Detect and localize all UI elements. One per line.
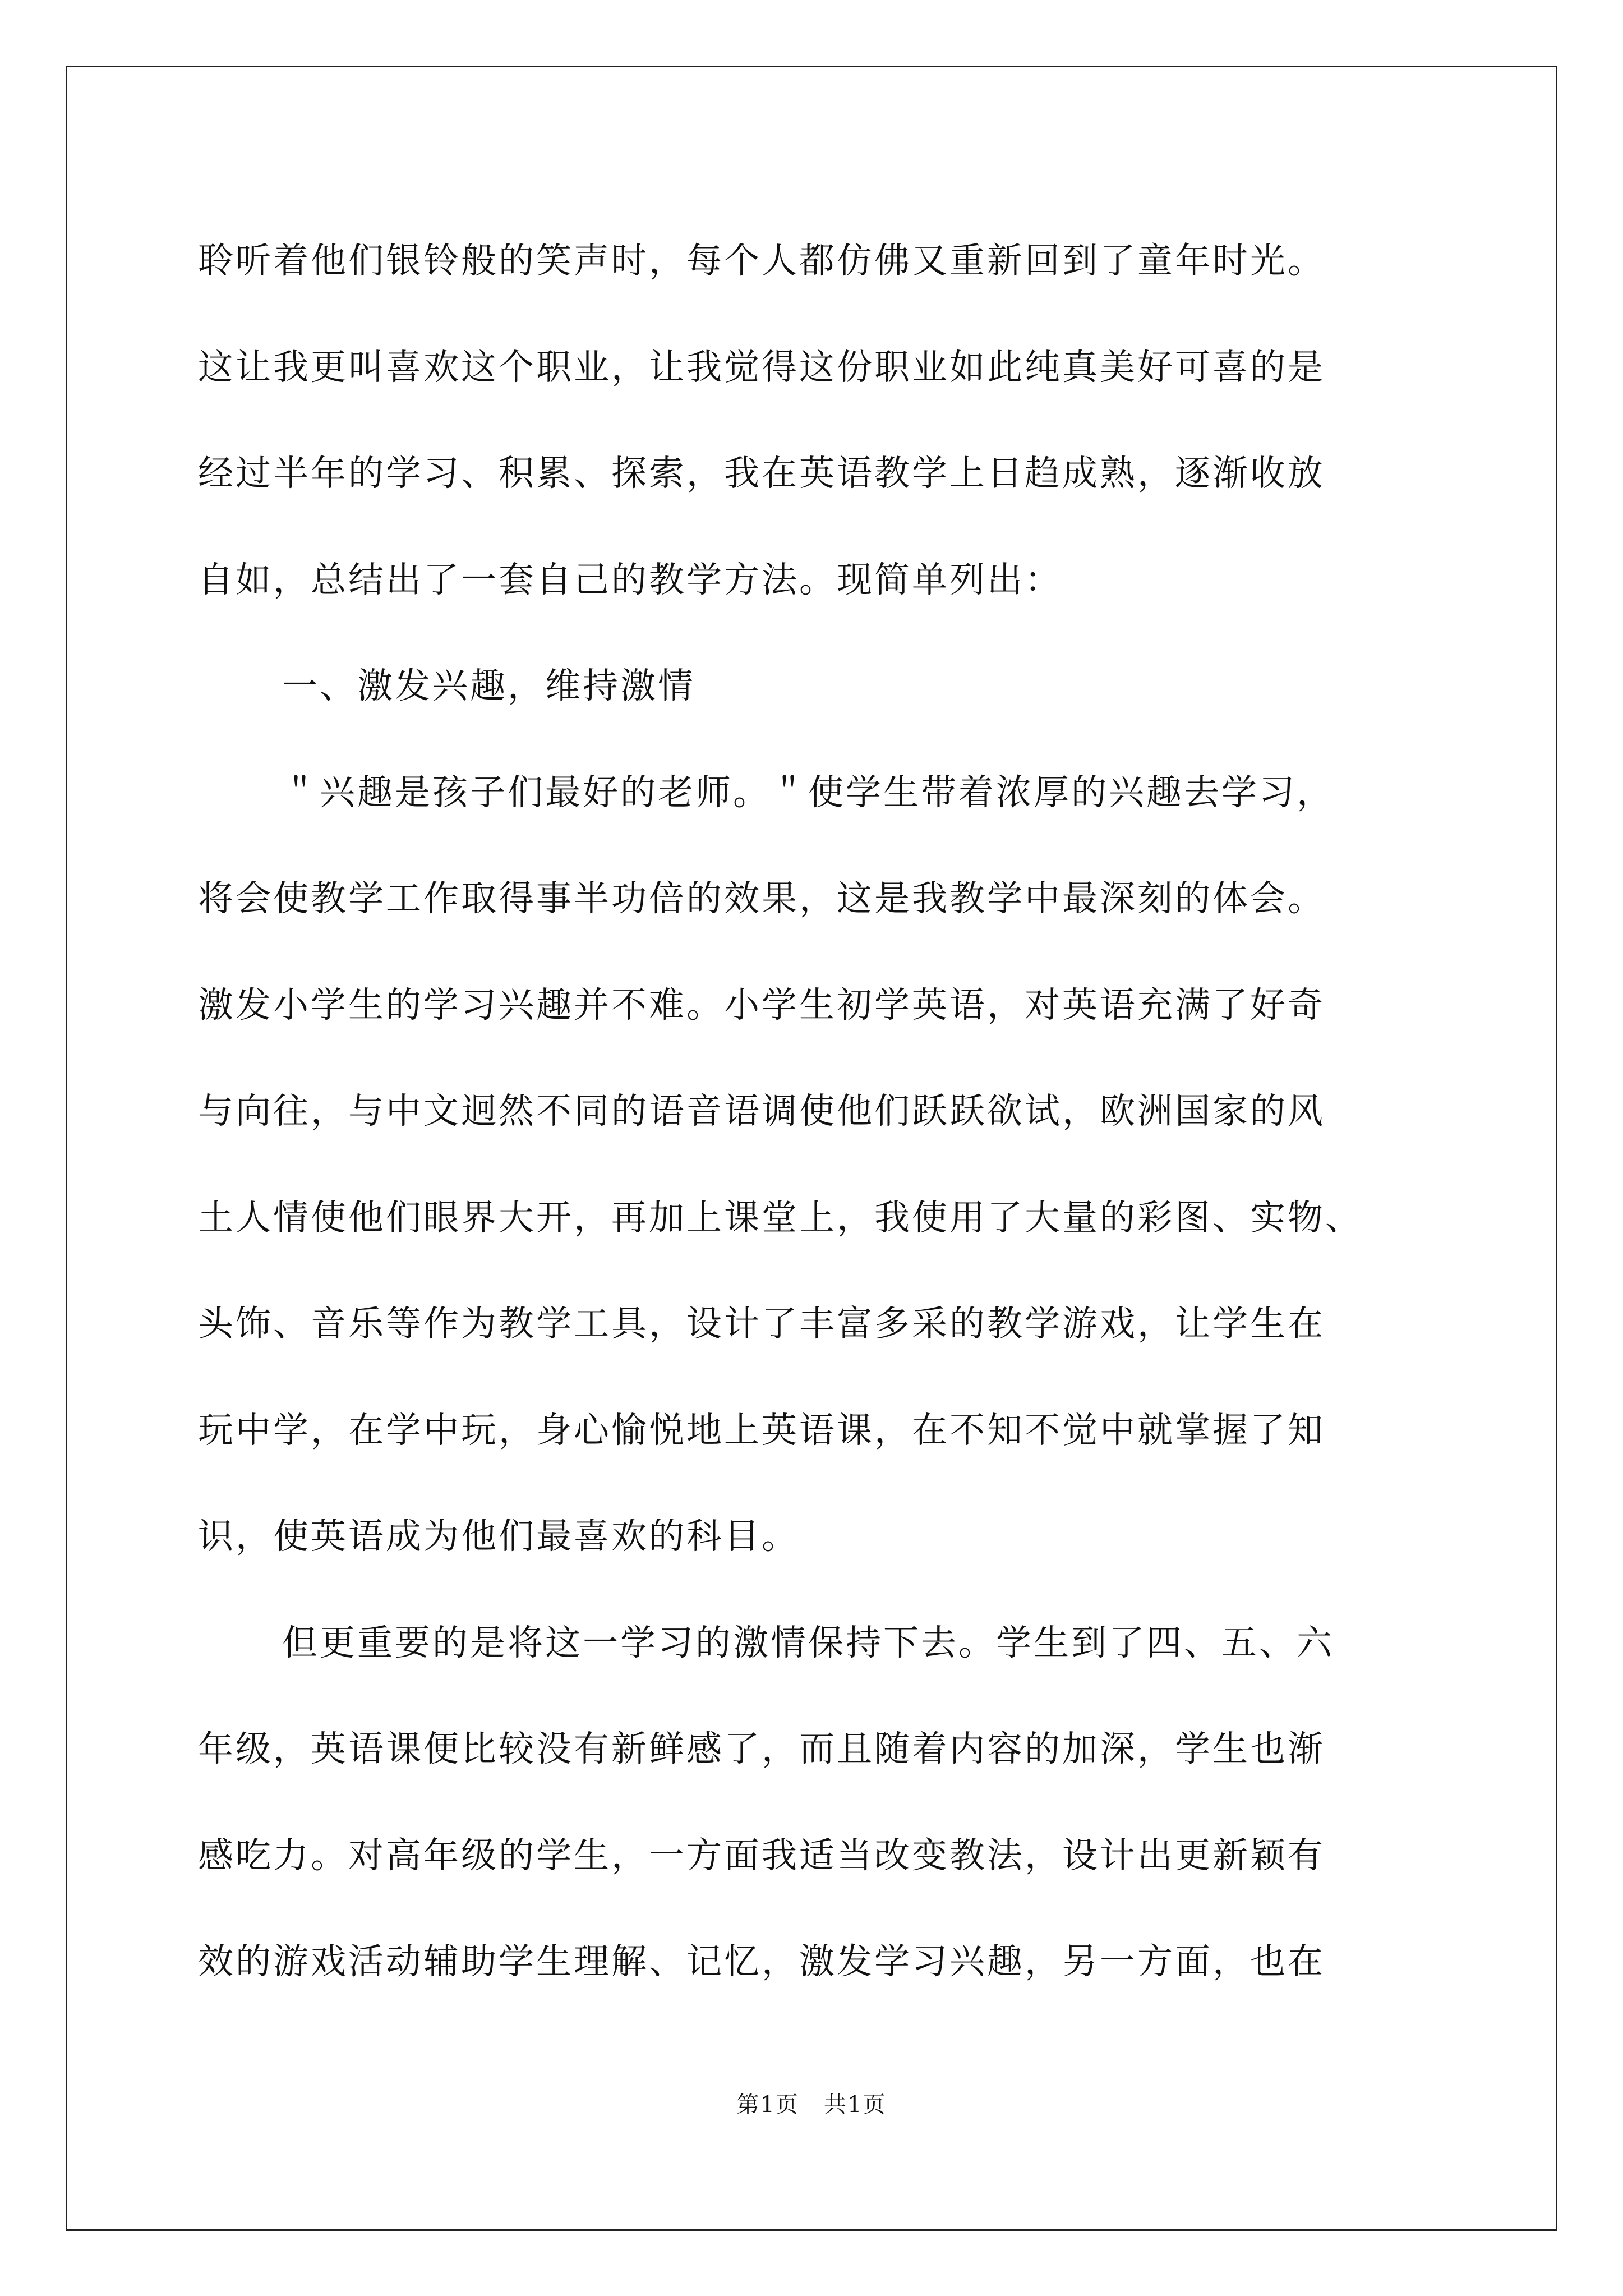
text-line: 土人情使他们眼界大开，再加上课堂上，我使用了大量的彩图、实物、 <box>198 1197 1363 1238</box>
text-line: 但更重要的是将这一学习的激情保持下去。学生到了四、五、六 <box>282 1622 1334 1663</box>
text-line: 这让我更叫喜欢这个职业，让我觉得这份职业如此纯真美好可喜的是 <box>198 346 1325 388</box>
text-line: 聆听着他们银铃般的笑声时，每个人都仿佛又重新回到了童年时光。 <box>198 240 1325 281</box>
text-line: 效的游戏活动辅助学生理解、记忆，激发学习兴趣，另一方面，也在 <box>198 1941 1325 1982</box>
text-line: 激发小学生的学习兴趣并不难。小学生初学英语，对英语充满了好奇 <box>198 984 1325 1025</box>
text-line: 识，使英语成为他们最喜欢的科目。 <box>198 1516 799 1557</box>
page-number-footer: 第1页 共1页 <box>736 2092 887 2118</box>
text-line: 头饰、音乐等作为教学工具，设计了丰富多采的教学游戏，让学生在 <box>198 1303 1325 1344</box>
text-line: 将会使教学工作取得事半功倍的效果，这是我教学中最深刻的体会。 <box>198 878 1325 919</box>
section-heading: 一、激发兴趣，维持激情 <box>282 665 695 706</box>
text-line: 玩中学，在学中玩，身心愉悦地上英语课，在不知不觉中就掌握了知 <box>198 1409 1325 1451</box>
text-line: 年级，英语课便比较没有新鲜感了，而且随着内容的加深，学生也渐 <box>198 1728 1325 1769</box>
text-line: 与向往，与中文迥然不同的语音语调使他们跃跃欲试，欧洲国家的风 <box>198 1091 1325 1131</box>
text-line: ＂兴趣是孩子们最好的老师。＂使学生带着浓厚的兴趣去学习， <box>282 771 1334 813</box>
document-body <box>198 208 1488 2015</box>
text-line: 经过半年的学习、积累、探索，我在英语教学上日趋成熟，逐渐收放 <box>198 453 1325 494</box>
text-line: 感吃力。对高年级的学生，一方面我适当改变教法，设计出更新颖有 <box>198 1834 1325 1876</box>
text-line: 自如，总结出了一套自己的教学方法。现简单列出： <box>198 559 1062 600</box>
